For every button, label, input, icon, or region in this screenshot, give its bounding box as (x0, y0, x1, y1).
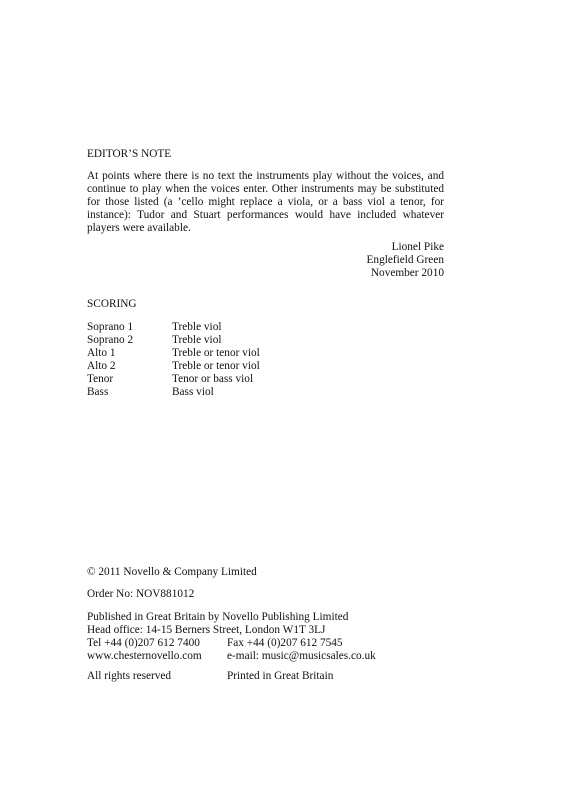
printed-in: Printed in Great Britain (227, 670, 334, 682)
editors-note-signature (367, 241, 444, 280)
scoring-voice: Alto 2 (87, 360, 116, 372)
scoring-row (87, 360, 260, 373)
copyright-line: © 2011 Novello & Company Limited (87, 566, 257, 578)
scoring-voice: Alto 1 (87, 347, 116, 359)
scoring-instrument: Tenor or bass viol (172, 373, 254, 385)
scoring-voice: Soprano 1 (87, 321, 134, 333)
contact-table (87, 637, 376, 663)
rights-table (87, 670, 333, 683)
scoring-heading: SCORING (87, 298, 137, 310)
document-page (87, 0, 444, 800)
scoring-instrument: Treble viol (172, 334, 222, 346)
scoring-row (87, 347, 260, 360)
scoring-instrument: Bass viol (172, 386, 214, 398)
email-link[interactable]: e-mail: music@musicsales.co.uk (227, 650, 376, 662)
contact-row (87, 637, 376, 650)
editors-note-body: At points where there is no text the instruments play without the voices, and continue to play when the voices enter. Other instruments may be substituted for those listed (a ’cello might replace a viola, or a bass viol a tenor, for instance): Tudor and Stuart performances would have included whatever players were available. (87, 170, 444, 234)
head-office-line: Head office: 14-15 Berners Street, London W1T 3LJ (87, 624, 326, 636)
published-line: Published in Great Britain by Novello Publishing Limited (87, 611, 349, 623)
rights-reserved: All rights reserved (87, 670, 172, 682)
scoring-row (87, 373, 260, 386)
signature-place: Englefield Green (366, 254, 444, 266)
scoring-voice: Bass (87, 386, 109, 398)
scoring-instrument: Treble or tenor viol (172, 360, 260, 372)
scoring-row (87, 334, 260, 347)
scoring-row (87, 321, 260, 334)
scoring-voice: Soprano 2 (87, 334, 134, 346)
contact-row (87, 650, 376, 663)
rights-row (87, 670, 333, 683)
editors-note-heading: EDITOR’S NOTE (87, 148, 172, 160)
signature-name: Lionel Pike (391, 241, 444, 253)
publisher-block (87, 611, 348, 637)
scoring-voice: Tenor (87, 373, 114, 385)
signature-date: November 2010 (370, 267, 444, 279)
fax: Fax +44 (0)207 612 7545 (227, 637, 343, 649)
telephone: Tel +44 (0)207 612 7400 (87, 637, 200, 649)
scoring-instrument: Treble or tenor viol (172, 347, 260, 359)
scoring-instrument: Treble viol (172, 321, 222, 333)
order-number: Order No: NOV881012 (87, 588, 195, 600)
website-link[interactable]: www.chesternovello.com (87, 650, 202, 662)
scoring-table (87, 321, 260, 399)
scoring-row (87, 386, 260, 399)
